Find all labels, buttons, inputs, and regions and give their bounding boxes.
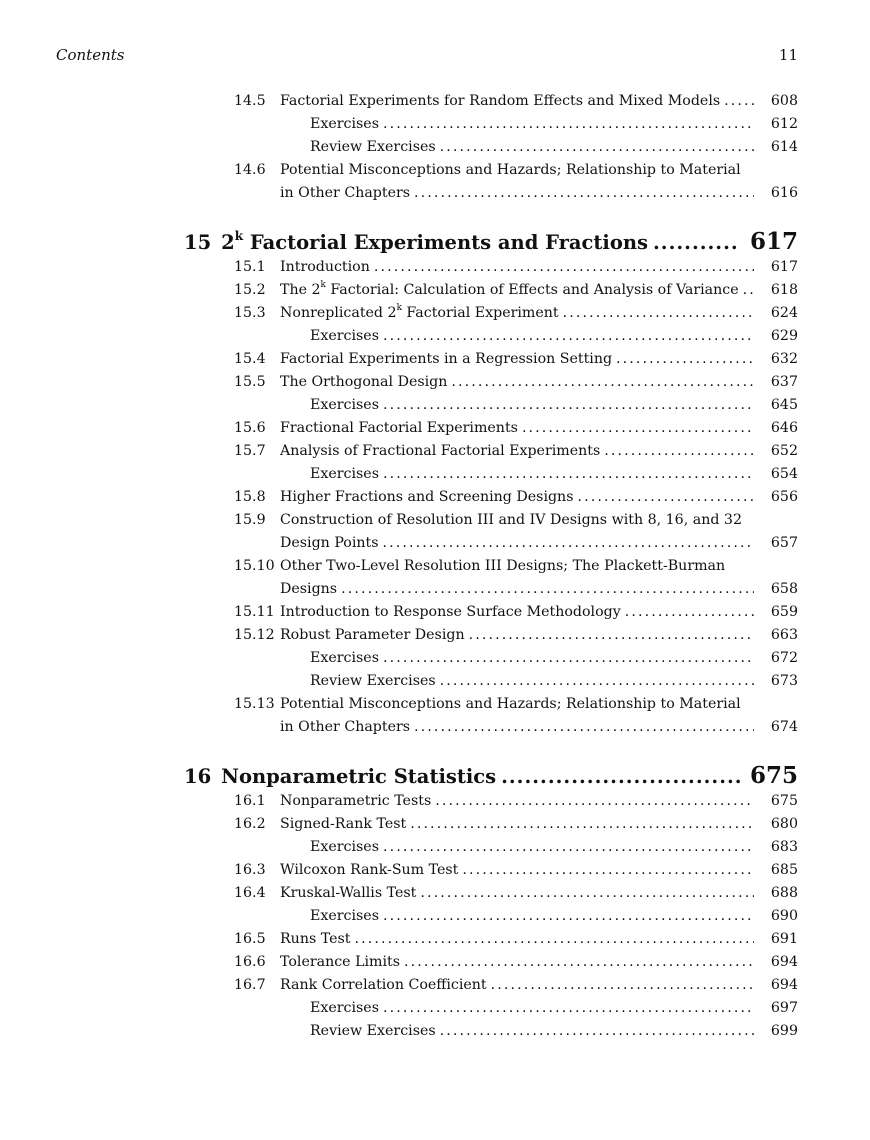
- section-title-main: Introduction: [280, 259, 370, 275]
- section-number: 15.13: [234, 696, 275, 712]
- dot-leader: [416, 882, 754, 905]
- section-title-text: [280, 555, 725, 578]
- chapter-number: 15: [184, 231, 212, 254]
- section-title: [280, 951, 754, 974]
- section-title: [280, 182, 754, 205]
- section-page-number: 632: [770, 351, 798, 367]
- toc-section-entry[interactable]: [184, 159, 798, 182]
- chapter-title-text: [221, 764, 496, 790]
- toc-exercises-entry[interactable]: [184, 394, 798, 417]
- section-title-main: Analysis of Fractional Factorial Experiments: [280, 443, 601, 459]
- section-title-main: Signed-Rank Test: [280, 816, 407, 832]
- section-page-number: 674: [770, 719, 798, 735]
- section-number: 15.11: [234, 604, 275, 620]
- section-number: 15.9: [234, 512, 266, 528]
- dot-leader: [436, 136, 754, 159]
- section-number: 16.2: [234, 816, 266, 832]
- toc-section-entry[interactable]: [184, 440, 798, 463]
- chapter-page-number: 617: [749, 228, 798, 255]
- section-title: [310, 325, 754, 348]
- dot-leader: [720, 90, 754, 113]
- section-title-text: [280, 601, 621, 624]
- dot-leader: [379, 325, 754, 348]
- section-page-number: 656: [770, 489, 798, 505]
- section-title-text: [280, 716, 410, 739]
- section-number: 14.5: [234, 93, 266, 109]
- section-title: [280, 159, 754, 182]
- section-title: [310, 113, 754, 136]
- section-title-text: [280, 951, 400, 974]
- section-title-main: Exercises: [310, 116, 379, 132]
- section-number: 16.4: [234, 885, 266, 901]
- toc-section-entry[interactable]: [184, 693, 798, 716]
- dot-leader: [410, 182, 754, 205]
- section-page-number: 675: [770, 793, 798, 809]
- section-title: [280, 302, 754, 325]
- toc-section-entry[interactable]: [184, 813, 798, 836]
- section-number: 16.1: [234, 793, 266, 809]
- page-number: 11: [778, 46, 798, 64]
- toc-section-entry[interactable]: [184, 555, 798, 578]
- section-title-main: Nonparametric Tests: [280, 793, 432, 809]
- toc-chapter-entry[interactable]: [184, 229, 798, 256]
- section-title: [310, 670, 754, 693]
- section-title-main: Review Exercises: [310, 139, 436, 155]
- section-title-main: Factorial: Calculation of Effects and Analysis of Variance: [325, 282, 739, 298]
- dot-leader: [436, 1020, 754, 1043]
- chapter-title: [221, 764, 740, 790]
- section-title-main: Robust Parameter Design: [280, 627, 465, 643]
- section-title-text: [310, 670, 436, 693]
- toc-section-entry[interactable]: [184, 509, 798, 532]
- section-title-main: in Other Chapters: [280, 185, 411, 201]
- toc-section-entry[interactable]: [184, 256, 798, 279]
- section-title-main: Kruskal-Wallis Test: [280, 885, 417, 901]
- section-title-text: [280, 182, 410, 205]
- toc-section-entry[interactable]: [184, 279, 798, 302]
- section-title-text: [310, 997, 379, 1020]
- toc-chapter-entry[interactable]: [184, 763, 798, 790]
- toc-section-entry[interactable]: [184, 302, 798, 325]
- section-title-superscript: k: [320, 280, 326, 291]
- dot-leader: [431, 790, 754, 813]
- section-title-text: [280, 578, 337, 601]
- toc-exercises-entry[interactable]: [184, 463, 798, 486]
- toc-section-continuation: [184, 578, 798, 601]
- section-page-number: 699: [770, 1023, 798, 1039]
- section-page-number: 673: [770, 673, 798, 689]
- section-title: [280, 693, 754, 716]
- running-head: [56, 44, 798, 66]
- section-page-number: 608: [770, 93, 798, 109]
- section-number: 15.8: [234, 489, 266, 505]
- chapter-number: 16: [184, 765, 212, 788]
- section-page-number: 691: [770, 931, 798, 947]
- section-title-main: Design Points: [280, 535, 379, 551]
- section-title-main: Runs Test: [280, 931, 351, 947]
- section-title-text: [280, 509, 742, 532]
- section-title: [280, 974, 754, 997]
- table-of-contents: [184, 90, 798, 1043]
- dot-leader: [559, 302, 754, 325]
- section-title: [310, 647, 754, 670]
- section-title: [280, 532, 754, 555]
- dot-leader: [379, 905, 754, 928]
- section-title: [280, 440, 754, 463]
- chapter-title-main: Nonparametric Statistics: [221, 765, 497, 788]
- section-number: 15.4: [234, 351, 266, 367]
- section-title: [280, 90, 754, 113]
- section-title-text: [310, 113, 379, 136]
- toc-exercises-entry[interactable]: [184, 670, 798, 693]
- section-page-number: 614: [770, 139, 798, 155]
- section-number: 15.1: [234, 259, 266, 275]
- section-page-number: 637: [770, 374, 798, 390]
- section-title-text: [310, 136, 436, 159]
- section-title-main: Exercises: [310, 328, 379, 344]
- section-page-number: 646: [770, 420, 798, 436]
- section-page-number: 659: [770, 604, 798, 620]
- section-number: 15.12: [234, 627, 275, 643]
- section-number: 16.3: [234, 862, 266, 878]
- dot-leader: [379, 113, 754, 136]
- toc-section-entry[interactable]: [184, 974, 798, 997]
- dot-leader: [370, 256, 754, 279]
- toc-exercises-entry[interactable]: [184, 1020, 798, 1043]
- section-title-text: [280, 790, 431, 813]
- chapter-title: [221, 230, 740, 256]
- toc-exercises-entry[interactable]: [184, 325, 798, 348]
- dot-leader: [518, 417, 754, 440]
- toc-exercises-entry[interactable]: [184, 113, 798, 136]
- section-title: [310, 1020, 754, 1043]
- toc-exercises-entry[interactable]: [184, 905, 798, 928]
- section-title-text: [280, 90, 720, 113]
- section-title-main: Factorial Experiments in a Regression Setting: [280, 351, 613, 367]
- section-page-number: 617: [770, 259, 798, 275]
- section-title-main: Factorial Experiment: [401, 305, 559, 321]
- section-title: [280, 486, 754, 509]
- section-page-number: 685: [770, 862, 798, 878]
- section-title: [310, 394, 754, 417]
- section-title-text: [280, 159, 741, 182]
- section-title-text: [280, 440, 600, 463]
- section-title-text: [280, 974, 487, 997]
- section-title: [280, 790, 754, 813]
- section-title-main: Exercises: [310, 1000, 379, 1016]
- section-title-text: [280, 302, 559, 325]
- toc-section-entry[interactable]: [184, 624, 798, 647]
- dot-leader: [436, 670, 754, 693]
- chapter-title-text: [221, 230, 648, 256]
- toc-exercises-entry[interactable]: [184, 647, 798, 670]
- section-title-text: [280, 417, 518, 440]
- dot-leader: [447, 371, 754, 394]
- section-title: [310, 905, 754, 928]
- section-title-prefix: Nonreplicated 2: [280, 305, 397, 321]
- section-title-text: [280, 813, 406, 836]
- section-number: 16.5: [234, 931, 266, 947]
- section-title-text: [280, 624, 465, 647]
- toc-section-entry[interactable]: [184, 859, 798, 882]
- section-title: [310, 136, 754, 159]
- section-title-main: Fractional Factorial Experiments: [280, 420, 518, 436]
- section-title-main: Exercises: [310, 397, 379, 413]
- section-title: [280, 279, 754, 302]
- section-title: [280, 509, 754, 532]
- dot-leader: [600, 440, 754, 463]
- dot-leader: [487, 974, 754, 997]
- section-title-main: Potential Misconceptions and Hazards; Relationship to Material: [280, 696, 741, 712]
- section-page-number: 694: [770, 977, 798, 993]
- toc-section-entry[interactable]: [184, 790, 798, 813]
- section-page-number: 672: [770, 650, 798, 666]
- section-number: 15.7: [234, 443, 266, 459]
- section-page-number: 654: [770, 466, 798, 482]
- section-title-text: [310, 325, 379, 348]
- section-title-text: [280, 859, 458, 882]
- dot-leader: [739, 279, 754, 302]
- section-page-number: 629: [770, 328, 798, 344]
- section-page-number: 680: [770, 816, 798, 832]
- toc-section-entry[interactable]: [184, 486, 798, 509]
- section-title-text: [280, 486, 573, 509]
- dot-leader: [496, 764, 740, 790]
- section-title-text: [280, 371, 447, 394]
- chapter-title-main: Factorial Experiments and Fractions: [243, 231, 648, 254]
- chapter-title-superscript: k: [234, 230, 244, 244]
- dot-leader: [406, 813, 754, 836]
- section-title: [280, 716, 754, 739]
- toc-section-entry[interactable]: [184, 90, 798, 113]
- dot-leader: [573, 486, 754, 509]
- section-title: [280, 624, 754, 647]
- section-page-number: 663: [770, 627, 798, 643]
- dot-leader: [465, 624, 754, 647]
- dot-leader: [379, 532, 755, 555]
- dot-leader: [400, 951, 754, 974]
- dot-leader: [379, 997, 754, 1020]
- section-title-main: Exercises: [310, 650, 379, 666]
- section-title-text: [280, 256, 370, 279]
- section-page-number: 624: [770, 305, 798, 321]
- section-title: [280, 578, 754, 601]
- section-title-text: [280, 279, 739, 302]
- toc-section-continuation: [184, 532, 798, 555]
- section-title-main: Higher Fractions and Screening Designs: [280, 489, 574, 505]
- toc-section-entry[interactable]: [184, 951, 798, 974]
- section-title: [280, 256, 754, 279]
- section-page-number: 612: [770, 116, 798, 132]
- section-title-main: Other Two-Level Resolution III Designs; The Plackett-Burman: [280, 558, 726, 574]
- section-title: [280, 371, 754, 394]
- section-title: [280, 348, 754, 371]
- section-title-main: Tolerance Limits: [280, 954, 400, 970]
- dot-leader: [379, 836, 754, 859]
- toc-exercises-entry[interactable]: [184, 836, 798, 859]
- section-page-number: 652: [770, 443, 798, 459]
- section-title-main: The Orthogonal Design: [280, 374, 448, 390]
- section-number: 15.2: [234, 282, 266, 298]
- section-page-number: 645: [770, 397, 798, 413]
- toc-section-continuation: [184, 182, 798, 205]
- toc-section-entry[interactable]: [184, 348, 798, 371]
- section-page-number: 697: [770, 1000, 798, 1016]
- section-title-main: Potential Misconceptions and Hazards; Relationship to Material: [280, 162, 741, 178]
- toc-section-entry[interactable]: [184, 601, 798, 624]
- section-title: [310, 463, 754, 486]
- section-title-text: [280, 348, 612, 371]
- section-title-text: [310, 394, 379, 417]
- section-page-number: 694: [770, 954, 798, 970]
- section-title: [280, 882, 754, 905]
- section-title-main: Review Exercises: [310, 1023, 436, 1039]
- section-title-main: Factorial Experiments for Random Effects and Mixed Models: [280, 93, 721, 109]
- toc-exercises-entry[interactable]: [184, 997, 798, 1020]
- chapter-page-number: 675: [749, 762, 798, 789]
- section-title-main: Wilcoxon Rank-Sum Test: [280, 862, 459, 878]
- running-title: Contents: [56, 46, 125, 64]
- section-title-main: Introduction to Response Surface Methodology: [280, 604, 621, 620]
- dot-leader: [379, 647, 754, 670]
- section-title-text: [310, 905, 379, 928]
- section-title-main: Exercises: [310, 908, 379, 924]
- dot-leader: [410, 716, 754, 739]
- section-title: [310, 836, 754, 859]
- dot-leader: [351, 928, 755, 951]
- toc-section-entry[interactable]: [184, 417, 798, 440]
- section-number: 16.6: [234, 954, 266, 970]
- toc-section-entry[interactable]: [184, 371, 798, 394]
- section-page-number: 658: [770, 581, 798, 597]
- section-title: [280, 417, 754, 440]
- section-title: [280, 859, 754, 882]
- section-title: [280, 555, 754, 578]
- section-page-number: 618: [770, 282, 798, 298]
- section-title-text: [280, 693, 741, 716]
- chapter-title-prefix: 2: [221, 231, 235, 254]
- dot-leader: [337, 578, 754, 601]
- section-number: 15.10: [234, 558, 275, 574]
- section-title-text: [310, 463, 379, 486]
- section-title-text: [280, 532, 379, 555]
- section-title-main: in Other Chapters: [280, 719, 411, 735]
- section-number: 14.6: [234, 162, 266, 178]
- section-title-text: [280, 882, 416, 905]
- toc-section-entry[interactable]: [184, 882, 798, 905]
- dot-leader: [379, 394, 754, 417]
- section-page-number: 688: [770, 885, 798, 901]
- section-number: 15.3: [234, 305, 266, 321]
- toc-section-continuation: [184, 716, 798, 739]
- toc-section-entry[interactable]: [184, 928, 798, 951]
- dot-leader: [379, 463, 754, 486]
- section-page-number: 657: [770, 535, 798, 551]
- section-title-main: Exercises: [310, 466, 379, 482]
- section-title-main: Exercises: [310, 839, 379, 855]
- section-title: [280, 928, 754, 951]
- section-title: [280, 813, 754, 836]
- section-title-text: [310, 836, 379, 859]
- toc-exercises-entry[interactable]: [184, 136, 798, 159]
- dot-leader: [612, 348, 754, 371]
- dot-leader: [458, 859, 754, 882]
- section-page-number: 616: [770, 185, 798, 201]
- section-number: 16.7: [234, 977, 266, 993]
- section-title-text: [310, 1020, 436, 1043]
- dot-leader: [648, 230, 740, 256]
- section-number: 15.6: [234, 420, 266, 436]
- section-title: [310, 997, 754, 1020]
- section-number: 15.5: [234, 374, 266, 390]
- section-title-main: Rank Correlation Coefficient: [280, 977, 487, 993]
- section-title-main: Construction of Resolution III and IV Designs with 8, 16, and 32: [280, 512, 742, 528]
- section-title-main: Designs: [280, 581, 338, 597]
- section-title-prefix: The 2: [280, 282, 321, 298]
- section-title: [280, 601, 754, 624]
- dot-leader: [621, 601, 754, 624]
- section-page-number: 683: [770, 839, 798, 855]
- section-title-text: [280, 928, 351, 951]
- section-page-number: 690: [770, 908, 798, 924]
- section-title-text: [310, 647, 379, 670]
- section-title-superscript: k: [396, 303, 402, 314]
- section-title-main: Review Exercises: [310, 673, 436, 689]
